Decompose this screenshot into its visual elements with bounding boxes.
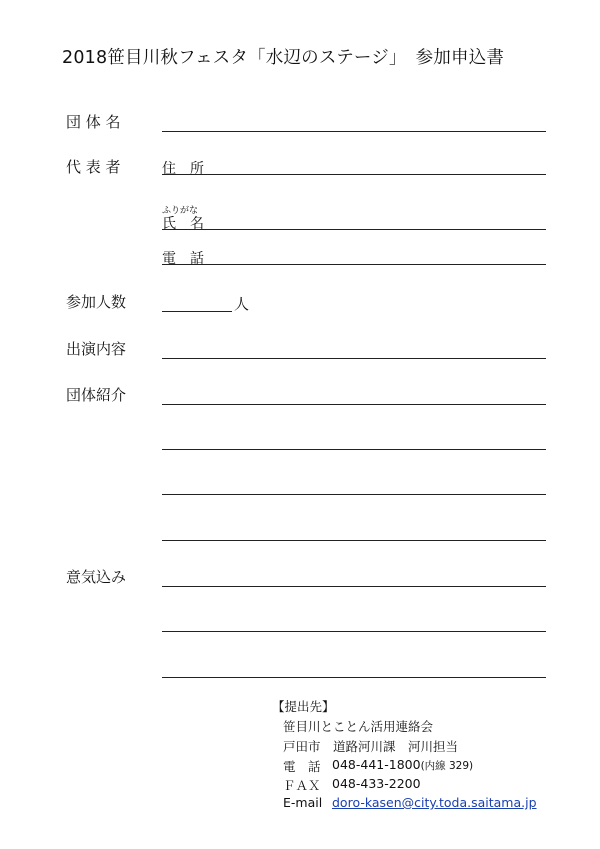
furigana-label: ふりがな xyxy=(162,206,199,216)
contact-phone-extension: (内線 329) xyxy=(420,760,474,772)
name-field[interactable] xyxy=(162,229,546,230)
performance-label: 出演内容 xyxy=(66,340,127,358)
contact-heading: 【提出先】 xyxy=(272,699,335,714)
performance-field[interactable] xyxy=(162,358,546,359)
contact-department: 戸田市 道路河川課 河川担当 xyxy=(283,739,459,754)
intro-label: 団体紹介 xyxy=(66,386,127,404)
address-label: 住 所 xyxy=(162,161,204,177)
phone-label: 電 話 xyxy=(162,251,204,267)
intro-field-line-2[interactable] xyxy=(162,449,546,450)
enthusiasm-field-line-2[interactable] xyxy=(162,631,546,632)
intro-field-line-3[interactable] xyxy=(162,494,546,495)
enthusiasm-field-line-1[interactable] xyxy=(162,586,546,587)
group-name-field[interactable] xyxy=(162,131,546,132)
intro-field-line-4[interactable] xyxy=(162,540,546,541)
enthusiasm-field-line-3[interactable] xyxy=(162,677,546,678)
contact-fax-value: 048-433-2200 xyxy=(332,776,421,791)
contact-phone-label: 電 話 xyxy=(283,759,321,774)
contact-fax-label: ＦＡＸ xyxy=(283,778,321,793)
contact-phone-value xyxy=(332,757,473,773)
address-field[interactable] xyxy=(162,174,546,175)
phone-field[interactable] xyxy=(162,264,546,265)
intro-field-line-1[interactable] xyxy=(162,404,546,405)
contact-phone-number: 048-441-1800 xyxy=(332,757,421,772)
name-label: 氏 名 xyxy=(162,216,204,232)
contact-organization: 笹目川とことん活用連絡会 xyxy=(283,719,434,734)
contact-email-label: E-mail xyxy=(283,795,323,810)
participants-label: 参加人数 xyxy=(66,293,127,311)
participants-unit: 人 xyxy=(234,295,250,313)
participants-field[interactable] xyxy=(162,311,232,312)
form-title: 2018笹目川秋フェスタ「水辺のステージ」 参加申込書 xyxy=(62,48,505,68)
enthusiasm-label: 意気込み xyxy=(66,568,127,586)
representative-label: 代 表 者 xyxy=(66,158,121,176)
contact-email-link[interactable]: doro-kasen@city.toda.saitama.jp xyxy=(332,795,537,810)
group-name-label: 団 体 名 xyxy=(66,113,121,131)
